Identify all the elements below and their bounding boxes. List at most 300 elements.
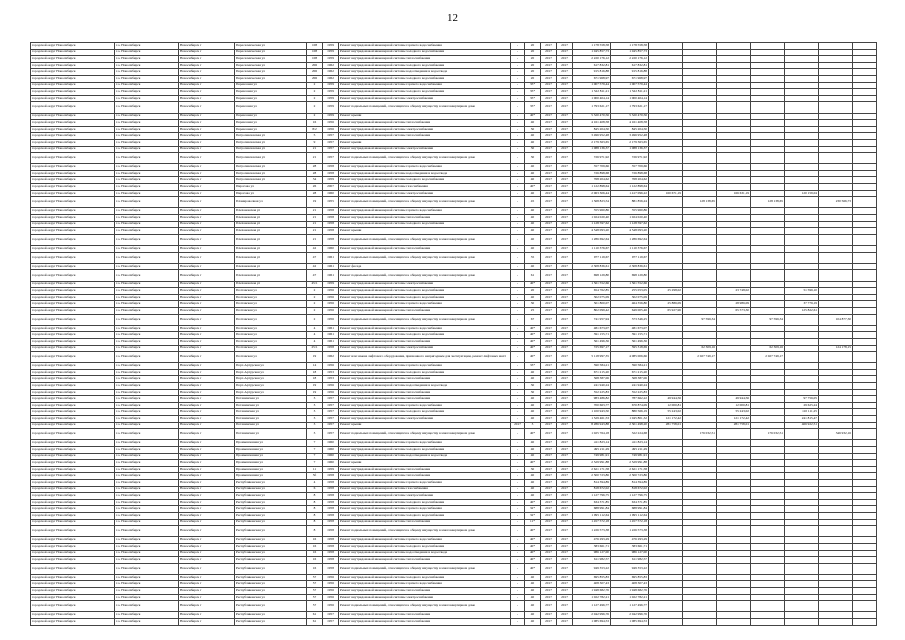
- table-cell: Ремонт внутридомовой инженерной системы теплоснабжения: [339, 619, 511, 626]
- table-cell-empty: [853, 440, 877, 447]
- table-cell: 986 127,00: [611, 550, 649, 557]
- table-cell: городской округ Новосибирск: [31, 453, 115, 460]
- table-cell: г.о. Новосибирск: [115, 574, 179, 581]
- table-cell: Новосибирск г: [179, 43, 235, 50]
- table-row: [31, 215, 877, 222]
- table-cell: Новосибирск г: [179, 120, 235, 127]
- table-row: [31, 246, 877, 253]
- table-cell: [819, 557, 853, 564]
- table-cell: городской округ Новосибирск: [31, 447, 115, 454]
- table-cell: 2017: [541, 526, 557, 537]
- table-cell: 2017: [541, 416, 557, 423]
- table-cell: 67: [525, 314, 541, 325]
- table-cell: городской округ Новосибирск: [31, 288, 115, 295]
- table-cell: Ремонт крыши: [339, 228, 511, 235]
- table-cell: 1 457 572,18: [611, 519, 649, 526]
- table-cell-empty: [853, 126, 877, 133]
- table-cell: [785, 294, 819, 301]
- table-row: [31, 519, 877, 526]
- table-cell: -: [511, 177, 525, 184]
- table-cell: [785, 281, 819, 288]
- table-cell: Ремонт крыши: [339, 422, 511, 429]
- table-cell: [819, 301, 853, 308]
- table-cell: 1961: [323, 332, 339, 339]
- table-cell: Порт-Артурская ул: [235, 389, 307, 396]
- table-cell: 2017: [557, 49, 573, 56]
- table-cell: 2 220 176,12: [573, 56, 611, 63]
- table-cell: 698 129,80: [611, 270, 649, 281]
- table-cell: 2017: [557, 409, 573, 416]
- table-cell: Промышленная ул: [235, 473, 307, 480]
- table-cell: 1 568 823,54: [573, 197, 611, 208]
- table-row: [31, 473, 877, 480]
- table-cell: -: [511, 332, 525, 339]
- table-cell: 61: [307, 619, 323, 626]
- table-cell: [785, 120, 819, 127]
- table-cell: [785, 376, 819, 383]
- table-cell: 2017: [541, 75, 557, 82]
- table-cell: [819, 139, 853, 146]
- table-cell: городской округ Новосибирск: [31, 252, 115, 263]
- table-cell: [717, 252, 751, 263]
- table-cell: 1958: [323, 234, 339, 245]
- table-cell: [683, 563, 717, 574]
- table-cell: Петропавловская ул: [235, 177, 307, 184]
- table-cell: [717, 383, 751, 390]
- table-cell: Новосибирск г: [179, 473, 235, 480]
- table-cell: [785, 215, 819, 222]
- table-cell: [649, 352, 683, 363]
- table-cell: [785, 184, 819, 191]
- table-row: [31, 574, 877, 581]
- table-cell: 14: [307, 363, 323, 370]
- table-cell: 241 940,24: [573, 383, 611, 390]
- table-cell: [683, 612, 717, 619]
- table-cell: [717, 139, 751, 146]
- table-cell: 2 500 723,86: [573, 473, 611, 480]
- table-cell: городской округ Новосибирск: [31, 422, 115, 429]
- table-cell: 40*: [525, 325, 541, 332]
- table-cell: Ремонт внутридомовой инженерной системы водоотведения и водоотвода: [339, 170, 511, 177]
- table-cell: городской округ Новосибирск: [31, 263, 115, 270]
- table-cell: [683, 543, 717, 550]
- table-cell: городской округ Новосибирск: [31, 208, 115, 215]
- table-cell: [717, 473, 751, 480]
- table-cell: 411 823,14: [611, 440, 649, 447]
- table-cell: [683, 557, 717, 564]
- table-cell: 108: [307, 49, 323, 56]
- table-cell: 2017: [541, 82, 557, 89]
- table-cell: 2017: [557, 263, 573, 270]
- table-cell: [819, 288, 853, 295]
- table-cell: Новосибирск г: [179, 325, 235, 332]
- table-cell: [785, 263, 819, 270]
- table-cell: 160 671,19: [649, 190, 683, 197]
- table-cell: [683, 288, 717, 295]
- table-cell-empty: [853, 314, 877, 325]
- table-cell-empty: [853, 95, 877, 102]
- table-cell: 40: [525, 581, 541, 588]
- table-cell-empty: [853, 184, 877, 191]
- table-cell: [683, 301, 717, 308]
- table-row: [31, 234, 877, 245]
- table-cell: г.о. Новосибирск: [115, 332, 179, 339]
- table-cell: Ремонт внутридомовой инженерной системы холодного водоснабжения: [339, 543, 511, 550]
- table-cell: 2 621 171,58: [611, 466, 649, 473]
- table-cell: 8: [307, 499, 323, 506]
- table-cell: 62 309,16: [683, 345, 717, 352]
- table-cell: -: [511, 228, 525, 235]
- table-cell: 2017: [557, 95, 573, 102]
- table-cell: [751, 190, 785, 197]
- table-cell: 634 371,85: [573, 499, 611, 506]
- table-cell: 726 971,92: [573, 153, 611, 164]
- table-cell: 40: [525, 612, 541, 619]
- table-cell: [819, 164, 853, 171]
- table-cell: Республиканская ул: [235, 619, 307, 626]
- table-cell: 1961: [323, 338, 339, 345]
- table-cell: 1957: [323, 422, 339, 429]
- table-cell: 1957: [323, 619, 339, 626]
- table-cell: г.о. Новосибирск: [115, 164, 179, 171]
- table-cell: Ремонт внутридомовой инженерной системы горячего водоснабжения: [339, 440, 511, 447]
- table-cell: Ремонт подвальных помещений, относящихся к общему имуществу в многоквартирном доме: [339, 563, 511, 574]
- table-cell: Новосибирск г: [179, 69, 235, 76]
- table-cell: 40*: [525, 557, 541, 564]
- table-cell: -: [511, 453, 525, 460]
- table-cell: 818 672,02: [611, 486, 649, 493]
- table-cell: городской округ Новосибирск: [31, 345, 115, 352]
- table-cell: 476 293,29: [611, 537, 649, 544]
- table-cell: 1959: [323, 43, 339, 50]
- table-cell: г.о. Новосибирск: [115, 453, 179, 460]
- table-cell: 466 922,51: [785, 422, 819, 429]
- table-cell: Ремонт подвальных помещений, относящихся к общему имуществу в многоквартирном доме: [339, 197, 511, 208]
- table-cell: Новосибирск г: [179, 281, 235, 288]
- table-cell: 1956: [323, 120, 339, 127]
- table-cell: [683, 526, 717, 537]
- table-cell: городской округ Новосибирск: [31, 190, 115, 197]
- table-cell: Ремонт внутридомовой инженерной системы горячего водоснабжения: [339, 581, 511, 588]
- table-cell: [683, 153, 717, 164]
- table-cell: Ремонт внутридомовой инженерной системы горячего водоснабжения: [339, 208, 511, 215]
- table-cell: 21: [307, 146, 323, 153]
- table-cell: [751, 170, 785, 177]
- table-cell: г.о. Новосибирск: [115, 550, 179, 557]
- table-cell: 2017: [557, 126, 573, 133]
- table-cell: -: [511, 75, 525, 82]
- table-cell: 1 085 694,53: [611, 619, 649, 626]
- table-cell: 110 111,25: [785, 409, 819, 416]
- table-cell: 561 496,36: [611, 338, 649, 345]
- table-cell: [649, 294, 683, 301]
- table-cell: 20: [525, 56, 541, 63]
- table-cell: 411 823,14: [573, 440, 611, 447]
- table-cell: [819, 363, 853, 370]
- table-cell: Полтавская ул: [235, 352, 307, 363]
- table-cell: 2017: [541, 270, 557, 281]
- table-cell: 1 095 112,64: [573, 512, 611, 519]
- table-cell: [785, 234, 819, 245]
- table-cell: [683, 479, 717, 486]
- table-cell-empty: [853, 409, 877, 416]
- table-cell: 61: [525, 270, 541, 281]
- table-cell: [683, 56, 717, 63]
- table-cell: -: [511, 363, 525, 370]
- table-cell: 1 948 682,76: [611, 588, 649, 595]
- table-cell: 33*: [525, 363, 541, 370]
- table-cell: 40: [525, 396, 541, 403]
- table-cell: 40*: [525, 537, 541, 544]
- table-cell: 1962: [323, 75, 339, 82]
- table-cell: [717, 120, 751, 127]
- table-row: [31, 526, 877, 537]
- table-cell-empty: [853, 512, 877, 519]
- table-cell: [819, 281, 853, 288]
- table-cell: 688 991,84: [573, 506, 611, 513]
- table-cell: Полтавская ул: [235, 294, 307, 301]
- table-cell: [751, 409, 785, 416]
- table-cell: Полтавская ул: [235, 288, 307, 295]
- table-cell: 1958: [323, 557, 339, 564]
- table-cell: [717, 164, 751, 171]
- table-cell: [751, 139, 785, 146]
- table-cell: 3: [307, 402, 323, 409]
- table-cell: [683, 440, 717, 447]
- table-cell: [649, 440, 683, 447]
- table-cell: [785, 499, 819, 506]
- table-cell: 206: [307, 69, 323, 76]
- table-cell-empty: [853, 557, 877, 564]
- table-row: [31, 62, 877, 69]
- table-cell: 2017: [557, 537, 573, 544]
- table-cell: 121 172,42: [717, 416, 751, 423]
- table-cell: 2017: [541, 352, 557, 363]
- table-cell: -: [511, 376, 525, 383]
- table-cell: городской округ Новосибирск: [31, 301, 115, 308]
- table-row: [31, 429, 877, 440]
- table-cell: [819, 369, 853, 376]
- table-cell: [785, 512, 819, 519]
- table-cell: Ремонт внутридомовой инженерной системы электроснабжения: [339, 281, 511, 288]
- table-cell: 1 022 782,21: [611, 594, 649, 601]
- table-cell: 2017: [541, 345, 557, 352]
- table-cell: 2017: [541, 146, 557, 153]
- table-cell: [683, 409, 717, 416]
- table-cell: [751, 325, 785, 332]
- table-row: [31, 252, 877, 263]
- table-cell: 1958: [323, 526, 339, 537]
- table-cell: [819, 184, 853, 191]
- table-cell: [717, 550, 751, 557]
- table-cell: Ремонт внутридомовой инженерной системы горячего водоснабжения: [339, 479, 511, 486]
- table-cell: [751, 126, 785, 133]
- table-cell: Ремонт подвальных помещений, относящихся к общему имуществу в многоквартирном доме: [339, 252, 511, 263]
- table-cell: [819, 215, 853, 222]
- table-cell: 1958: [323, 208, 339, 215]
- table-cell: [785, 526, 819, 537]
- table-cell: [785, 581, 819, 588]
- table-cell: 2017: [541, 519, 557, 526]
- table-cell: 4: [307, 338, 323, 345]
- table-cell: [683, 396, 717, 403]
- table-cell: [785, 270, 819, 281]
- table-cell: Новосибирск г: [179, 190, 235, 197]
- table-cell: 28 986,09: [717, 301, 751, 308]
- table-cell: [819, 588, 853, 595]
- table-cell: -: [511, 95, 525, 102]
- table-cell: г.о. Новосибирск: [115, 466, 179, 473]
- table-cell: -: [511, 307, 525, 314]
- table-cell: [683, 453, 717, 460]
- table-cell: [819, 526, 853, 537]
- table-cell: 302 075,09: [611, 294, 649, 301]
- table-cell: Ремонт внутридомовой инженерной системы холодного водоснабжения: [339, 177, 511, 184]
- table-cell: Ремонт внутридомовой инженерной системы горячего водоснабжения: [339, 82, 511, 89]
- table-cell: 2017: [557, 383, 573, 390]
- table-cell: г.о. Новосибирск: [115, 422, 179, 429]
- table-cell: [717, 263, 751, 270]
- table-cell: Новосибирск г: [179, 383, 235, 390]
- table-cell: 590 584,21: [611, 363, 649, 370]
- table-cell: Новосибирск г: [179, 56, 235, 63]
- table-cell: 1956: [323, 307, 339, 314]
- table-cell: 1960: [323, 460, 339, 467]
- table-cell: [717, 563, 751, 574]
- table-cell: 1953: [323, 369, 339, 376]
- table-cell: [751, 221, 785, 228]
- table-cell: Ремонт внутридомовой инженерной системы горячего водоснабжения: [339, 164, 511, 171]
- table-cell: г.о. Новосибирск: [115, 601, 179, 612]
- table-cell: Переселенческая ул: [235, 43, 307, 50]
- table-cell: Новосибирск г: [179, 215, 235, 222]
- table-row: [31, 338, 877, 345]
- table-cell: 2017: [557, 164, 573, 171]
- table-cell: [751, 332, 785, 339]
- table-cell: г.о. Новосибирск: [115, 612, 179, 619]
- table-cell: городской округ Новосибирск: [31, 314, 115, 325]
- table-cell: [751, 383, 785, 390]
- table-cell: городской округ Новосибирск: [31, 146, 115, 153]
- table-cell: 23 748,02: [717, 288, 751, 295]
- table-cell: 2: [307, 95, 323, 102]
- table-cell: городской округ Новосибирск: [31, 120, 115, 127]
- table-cell: Республиканская ул: [235, 563, 307, 574]
- table-cell: [683, 338, 717, 345]
- table-cell: городской округ Новосибирск: [31, 493, 115, 500]
- table-cell: 2017: [557, 139, 573, 146]
- table-cell: 108: [307, 56, 323, 63]
- table-cell: 47: [307, 270, 323, 281]
- table-cell-empty: [853, 139, 877, 146]
- table-cell: 55 243,02: [717, 409, 751, 416]
- table-cell: г.о. Новосибирск: [115, 184, 179, 191]
- table-cell: [751, 62, 785, 69]
- table-cell: [751, 479, 785, 486]
- table-cell: -: [511, 102, 525, 113]
- table-cell: 6: [307, 486, 323, 493]
- table-cell: 4 548 093,20: [573, 228, 611, 235]
- table-cell: [717, 177, 751, 184]
- table-cell: Новосибирск г: [179, 221, 235, 228]
- table-cell: -: [511, 526, 525, 537]
- table-cell: [683, 447, 717, 454]
- table-cell: 2017: [541, 102, 557, 113]
- table-cell: -: [511, 402, 525, 409]
- table-cell: [819, 493, 853, 500]
- table-cell: [717, 581, 751, 588]
- table-cell: Ремонт внутридомовой инженерной системы электроснабжения: [339, 126, 511, 133]
- table-cell: [683, 519, 717, 526]
- table-cell: Ремонт внутридомовой инженерной системы горячего водоснабжения: [339, 43, 511, 50]
- table-cell: 20: [525, 43, 541, 50]
- table-cell: 590 584,21: [573, 363, 611, 370]
- table-cell: -: [511, 120, 525, 127]
- table-row: [31, 543, 877, 550]
- table-cell: 983 486,82: [573, 396, 611, 403]
- table-cell: [717, 499, 751, 506]
- table-cell: 3 496 952,48: [611, 133, 649, 140]
- table-cell: г.о. Новосибирск: [115, 512, 179, 519]
- table-cell: Новосибирск г: [179, 550, 235, 557]
- table-cell: 40: [525, 190, 541, 197]
- table-cell: 2017: [541, 325, 557, 332]
- table-cell: -: [511, 281, 525, 288]
- table-cell: 1958: [323, 228, 339, 235]
- table-cell: 40*: [525, 543, 541, 550]
- table-cell: 1 178 558,58: [611, 43, 649, 50]
- table-cell: 25: [525, 307, 541, 314]
- table-cell-empty: [853, 281, 877, 288]
- table-cell: 2017: [541, 288, 557, 295]
- table-cell: [649, 133, 683, 140]
- table-cell: 1958: [323, 512, 339, 519]
- table-cell: [649, 363, 683, 370]
- table-cell: 2017: [557, 113, 573, 120]
- table-cell: Петропавловская ул: [235, 139, 307, 146]
- table-cell: Петропавловская ул: [235, 153, 307, 164]
- table-cell: -: [511, 133, 525, 140]
- table-cell: 2017: [541, 581, 557, 588]
- table-cell: 2017: [557, 314, 573, 325]
- table-cell: 1957: [323, 146, 339, 153]
- table-cell: 695 855,83: [611, 574, 649, 581]
- table-cell: -: [511, 581, 525, 588]
- table-cell: Петропавловская ул: [235, 170, 307, 177]
- table-cell: 2017: [557, 574, 573, 581]
- table-cell: 1959: [323, 49, 339, 56]
- table-cell: Ремонт внутридомовой инженерной системы теплоснабжения: [339, 376, 511, 383]
- table-cell: 818 672,02: [573, 486, 611, 493]
- table-cell: 7: [307, 440, 323, 447]
- table-cell: городской округ Новосибирск: [31, 325, 115, 332]
- table-cell: 1 122 898,64: [611, 184, 649, 191]
- table-cell: 2017: [557, 43, 573, 50]
- table-cell: г.о. Новосибирск: [115, 146, 179, 153]
- table-cell: [683, 221, 717, 228]
- table-cell: [683, 369, 717, 376]
- table-cell: [785, 493, 819, 500]
- table-cell: [649, 221, 683, 228]
- table-cell: Ремонт внутридомовой инженерной системы холодного водоснабжения: [339, 512, 511, 519]
- table-cell: [717, 453, 751, 460]
- table-cell: 4 161 408,58: [611, 120, 649, 127]
- table-cell: 977 119,67: [573, 252, 611, 263]
- table-cell-empty: [853, 460, 877, 467]
- table-cell: 3 496 952,48: [573, 133, 611, 140]
- table-cell: 2017: [541, 49, 557, 56]
- table-cell: [649, 215, 683, 222]
